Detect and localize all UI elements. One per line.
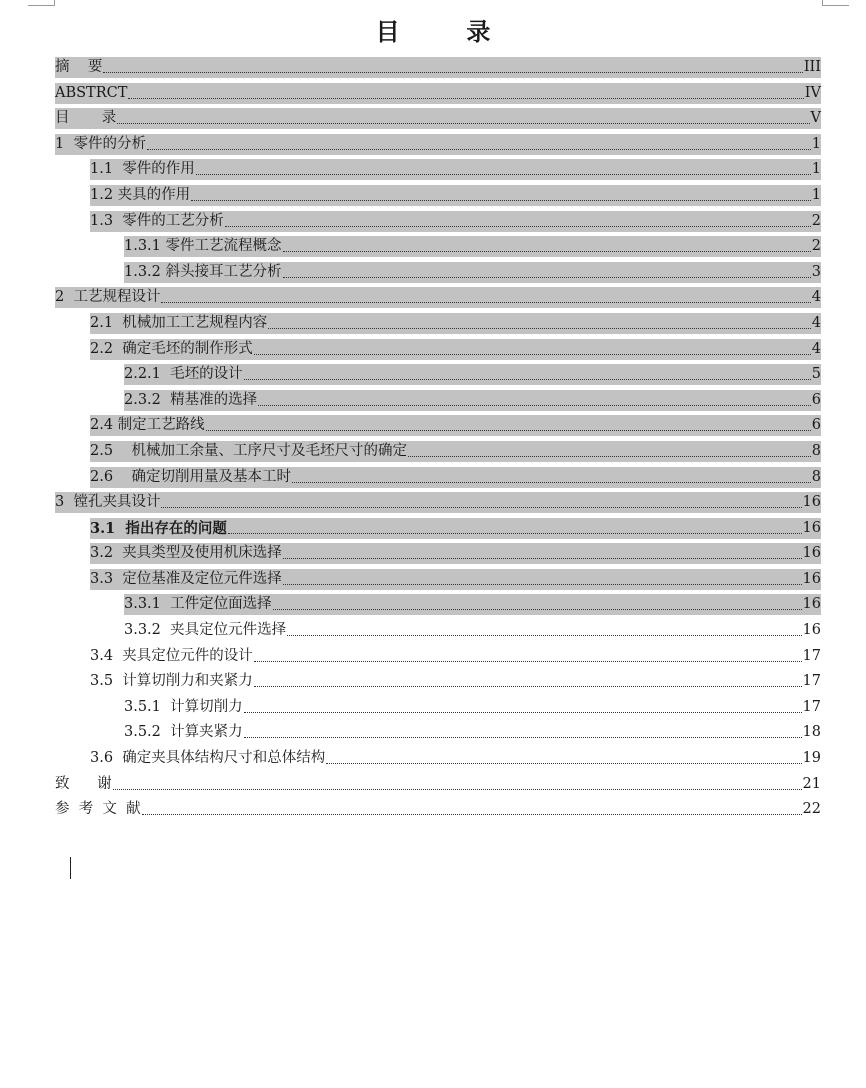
toc-page-number: 18 [802,724,821,741]
toc-dot-leader [292,482,811,483]
toc-entry-label: 2.5 机械加工余量、工序尺寸及毛坯尺寸的确定 [90,442,407,459]
toc-entry-label: 3.5.1 计算切削力 [124,698,243,715]
toc-entry-line[interactable] [124,620,821,641]
toc-page-number: 1 [811,161,821,178]
toc-page-number: 16 [802,596,821,613]
toc-dot-leader [254,686,802,687]
toc-entry[interactable] [55,388,821,414]
toc-page-number: 16 [802,622,821,639]
text-cursor [70,857,71,879]
toc-entry-line[interactable] [55,287,821,308]
toc-page-number: 6 [811,391,821,408]
toc-dot-leader [228,533,802,534]
toc-dot-leader [283,558,802,559]
toc-entry-line[interactable] [90,671,821,692]
toc-entry-line[interactable] [124,722,821,743]
toc-page-number: 5 [811,366,821,383]
toc-entry[interactable] [55,516,821,542]
toc-dot-leader [128,98,803,99]
toc-entry-line[interactable] [90,185,821,206]
toc-dot-leader [225,226,811,227]
toc-page-number: 8 [811,468,821,485]
toc-entry-label: 2.4 制定工艺路线 [90,417,205,434]
toc-entry[interactable] [55,669,821,695]
toc-entry-label: 3.3.2 夹具定位元件选择 [124,622,287,639]
toc-entry[interactable] [55,132,821,158]
toc-dot-leader [244,712,802,713]
toc-dot-leader [283,277,811,278]
toc-entry-line[interactable] [90,211,821,232]
toc-entry[interactable] [55,362,821,388]
toc-entry-line[interactable] [124,594,821,615]
toc-dot-leader [244,737,802,738]
toc-entry-label: 2.2.1 毛坯的设计 [124,366,243,383]
toc-entry-line[interactable] [55,492,821,513]
toc-entry[interactable] [55,567,821,593]
toc-entry[interactable] [55,772,821,798]
toc-entry[interactable] [55,106,821,132]
toc-page-number: III [803,59,821,75]
toc-page-number: 4 [811,314,821,331]
toc-entry[interactable] [55,592,821,618]
toc-entry-line[interactable] [124,697,821,718]
toc-entry-label: 1 零件的分析 [55,135,146,152]
toc-entry-line[interactable] [90,441,821,462]
toc-entry-label: 2 工艺规程设计 [55,289,161,306]
toc-dot-leader [287,635,801,636]
toc-entry-label: 2.1 机械加工工艺规程内容 [90,314,268,331]
toc-page-number: 2 [811,238,821,255]
toc-page-number: 6 [811,417,821,434]
toc-page-number: 17 [802,698,821,715]
toc-entry-line[interactable] [90,159,821,180]
toc-entry-label: 3.5.2 计算夹紧力 [124,724,243,741]
toc-entry-line[interactable] [90,339,821,360]
toc-dot-leader [254,661,802,662]
toc-entry[interactable] [55,618,821,644]
toc-entry-label: 2.6 确定切削用量及基本工时 [90,468,291,485]
toc-entry-line[interactable] [124,262,821,283]
toc-page-number: V [810,110,821,127]
toc-entry-line[interactable] [90,415,821,436]
toc-entry[interactable] [55,490,821,516]
toc-page-number: 3 [811,263,821,280]
toc-entry-line[interactable] [55,57,821,78]
toc-page-number: IV [804,84,821,101]
toc-entry-line[interactable] [90,467,821,488]
toc-entry[interactable] [55,55,821,81]
toc-entry[interactable] [55,465,821,491]
toc-entry-label: 3.5 计算切削力和夹紧力 [90,673,253,690]
toc-entry[interactable] [55,157,821,183]
toc-page-number: 16 [802,545,821,562]
toc-entry-label: 摘 要 [55,59,103,75]
toc-dot-leader [273,609,802,610]
toc-dot-leader [283,584,802,585]
toc-entry[interactable] [55,209,821,235]
toc-page-number: 1 [811,135,821,152]
toc-page-number: 17 [802,647,821,664]
toc-entry-line[interactable] [124,390,821,411]
toc-entry-line[interactable] [55,134,821,155]
toc-entry-label: 3.4 夹具定位元件的设计 [90,647,253,664]
toc-entry[interactable] [55,234,821,260]
toc-entry[interactable] [55,720,821,746]
toc-page-number: 19 [802,750,821,767]
toc-dot-leader [254,354,811,355]
toc-entry[interactable] [55,746,821,772]
toc-entry-label: 3.3.1 工件定位面选择 [124,596,272,613]
page-corner-mark-right [822,0,849,6]
toc-entry-label: 参 考 文 献 [55,801,141,818]
toc-dot-leader [191,200,811,201]
toc-entry-line[interactable] [124,236,821,257]
toc-entry[interactable] [55,183,821,209]
toc-dot-leader [258,405,811,406]
toc-dot-leader [283,251,811,252]
toc-page-number: 16 [802,519,821,536]
toc-entry[interactable] [55,644,821,670]
toc-entry-line[interactable] [55,774,821,795]
toc-dot-leader [161,302,810,303]
toc-entry-label: 1.2 夹具的作用 [90,186,191,203]
toc-entry[interactable] [55,797,821,823]
toc-dot-leader [117,123,809,124]
toc-page-number: 21 [802,775,821,792]
toc-entry-label: 3.2 夹具类型及使用机床选择 [90,545,282,562]
toc-entry-line[interactable] [55,83,821,104]
toc-entry[interactable] [55,285,821,311]
toc-entry-line[interactable] [90,543,821,564]
toc-entry-line[interactable] [90,748,821,769]
toc-dot-leader [147,149,811,150]
page-corner-mark-left [28,0,55,6]
toc-entry-label: 2.3.2 精基准的选择 [124,391,258,408]
toc-dot-leader [326,763,801,764]
toc-page-number: 4 [811,340,821,357]
toc-page-number: 8 [811,442,821,459]
toc-page-number: 16 [802,494,821,511]
toc-entry[interactable] [55,695,821,721]
toc-entry-label: 3.1 指出存在的问题 [90,519,227,537]
table-of-contents [55,55,821,823]
toc-entry-label: 1.1 零件的作用 [90,161,195,178]
toc-entry[interactable] [55,439,821,465]
toc-page-number: 4 [811,289,821,306]
toc-entry[interactable] [55,311,821,337]
toc-page-number: 1 [811,186,821,203]
toc-entry-label: 目 录 [55,110,117,127]
toc-entry-label: ABSTRCT [55,84,128,101]
toc-dot-leader [206,430,811,431]
toc-entry-label: 3.3 定位基准及定位元件选择 [90,570,282,587]
toc-entry-label: 致 谢 [55,775,112,792]
toc-entry[interactable] [55,541,821,567]
toc-entry-line[interactable] [124,364,821,385]
toc-entry-label: 1.3.2 斜头接耳工艺分析 [124,263,282,280]
toc-entry-label: 1.3 零件的工艺分析 [90,212,224,229]
toc-entry-label: 3.6 确定夹具体结构尺寸和总体结构 [90,750,326,767]
toc-entry[interactable] [55,337,821,363]
toc-page-number: 22 [802,801,821,818]
toc-entry-line[interactable] [90,646,821,667]
toc-entry-line[interactable] [90,313,821,334]
toc-dot-leader [113,789,802,790]
toc-entry-label: 2.2 确定毛坯的制作形式 [90,340,253,357]
toc-entry-label: 1.3.1 零件工艺流程概念 [124,238,282,255]
toc-page-number: 17 [802,673,821,690]
toc-entry-label: 3 镗孔夹具设计 [55,494,161,511]
toc-dot-leader [161,507,801,508]
toc-page-number: 2 [811,212,821,229]
toc-dot-leader [408,456,811,457]
toc-entry-line[interactable] [90,569,821,590]
toc-entry-line[interactable] [90,518,821,539]
toc-dot-leader [103,72,802,73]
toc-entry-line[interactable] [55,799,821,820]
toc-dot-leader [268,328,810,329]
toc-dot-leader [142,814,802,815]
toc-entry[interactable] [55,413,821,439]
toc-dot-leader [244,379,811,380]
page-title: 目 录 [375,18,491,46]
toc-page-number: 16 [802,570,821,587]
toc-entry[interactable] [55,81,821,107]
toc-entry[interactable] [55,260,821,286]
toc-dot-leader [196,174,811,175]
toc-entry-line[interactable] [55,108,821,129]
